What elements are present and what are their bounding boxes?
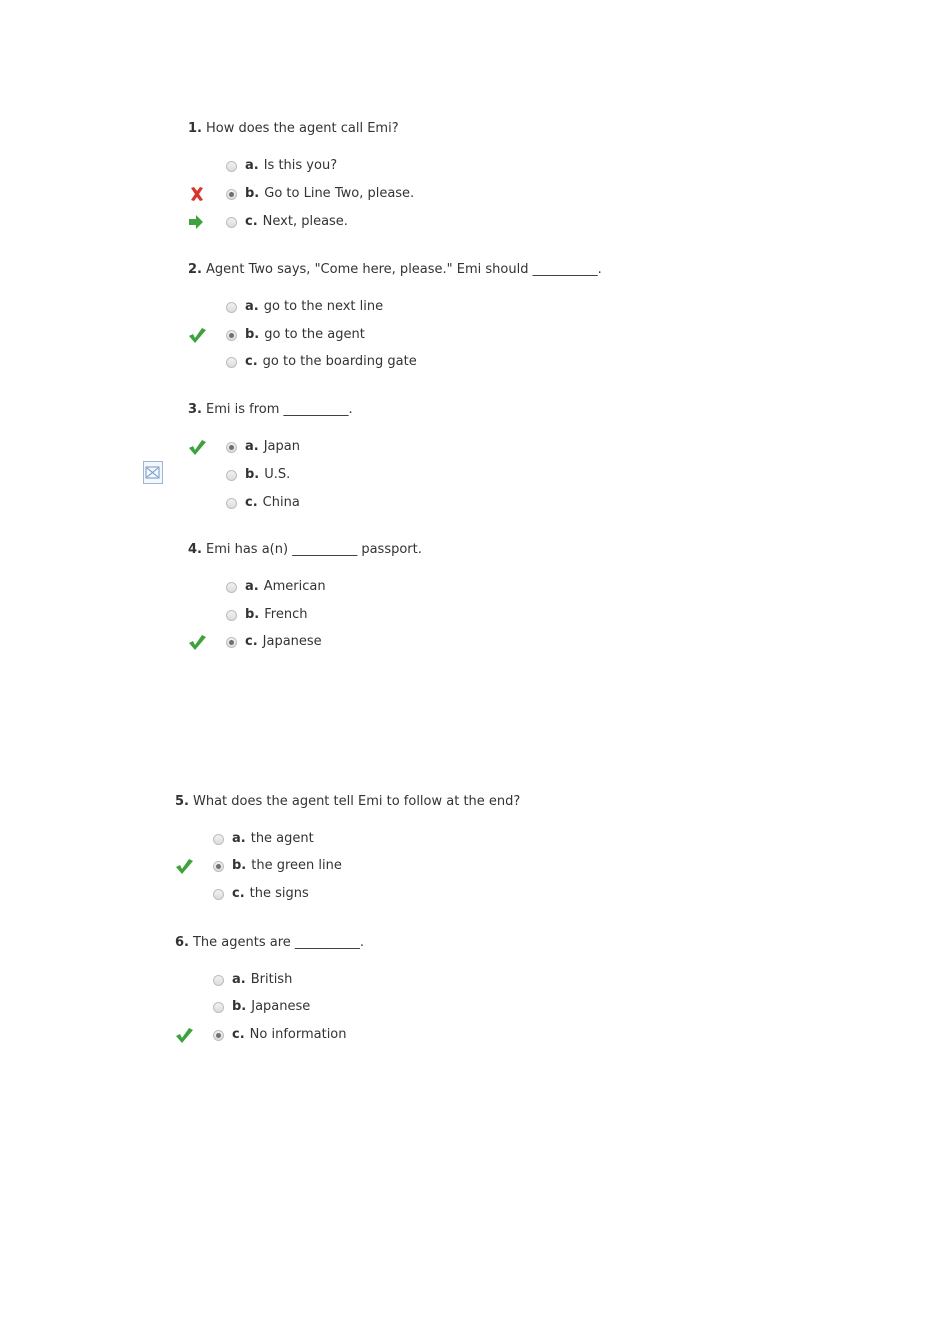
- radio-button[interactable]: [226, 357, 237, 368]
- radio-button[interactable]: [226, 610, 237, 621]
- question-number: 6.: [175, 935, 189, 950]
- radio-button[interactable]: [213, 834, 224, 845]
- broken-image-glyph: [144, 462, 162, 483]
- radio-button[interactable]: [226, 470, 237, 481]
- checkmark-icon: [188, 327, 206, 343]
- radio-button[interactable]: [226, 582, 237, 593]
- question-text: 4. Emi has a(n) __________ passport.: [188, 542, 422, 557]
- radio-button[interactable]: [226, 637, 237, 648]
- radio-button[interactable]: [226, 189, 237, 200]
- radio-button[interactable]: [226, 302, 237, 313]
- radio-button[interactable]: [213, 1030, 224, 1041]
- question-text: 1. How does the agent call Emi?: [188, 121, 399, 136]
- question-text: 3. Emi is from __________.: [188, 402, 353, 417]
- radio-button[interactable]: [213, 975, 224, 986]
- question-number: 3.: [188, 402, 202, 417]
- wrong-x-icon: [188, 186, 206, 202]
- checkmark-icon: [188, 634, 206, 650]
- question-number: 2.: [188, 262, 202, 277]
- radio-button[interactable]: [213, 1002, 224, 1013]
- question-text: 2. Agent Two says, "Come here, please." Emi should __________.: [188, 262, 602, 277]
- question-text: 5. What does the agent tell Emi to follow at the end?: [175, 794, 521, 809]
- radio-button[interactable]: [226, 161, 237, 172]
- question-number: 5.: [175, 794, 189, 809]
- question-number: 4.: [188, 542, 202, 557]
- radio-button[interactable]: [226, 498, 237, 509]
- radio-button[interactable]: [226, 442, 237, 453]
- broken-image-icon: [143, 461, 163, 484]
- radio-button[interactable]: [226, 330, 237, 341]
- correct-arrow-icon: [188, 214, 206, 230]
- checkmark-icon: [175, 1027, 193, 1043]
- checkmark-icon: [175, 858, 193, 874]
- radio-button[interactable]: [213, 889, 224, 900]
- radio-button[interactable]: [213, 861, 224, 872]
- question-text: 6. The agents are __________.: [175, 935, 365, 950]
- checkmark-icon: [188, 439, 206, 455]
- radio-button[interactable]: [226, 217, 237, 228]
- question-number: 1.: [188, 121, 202, 136]
